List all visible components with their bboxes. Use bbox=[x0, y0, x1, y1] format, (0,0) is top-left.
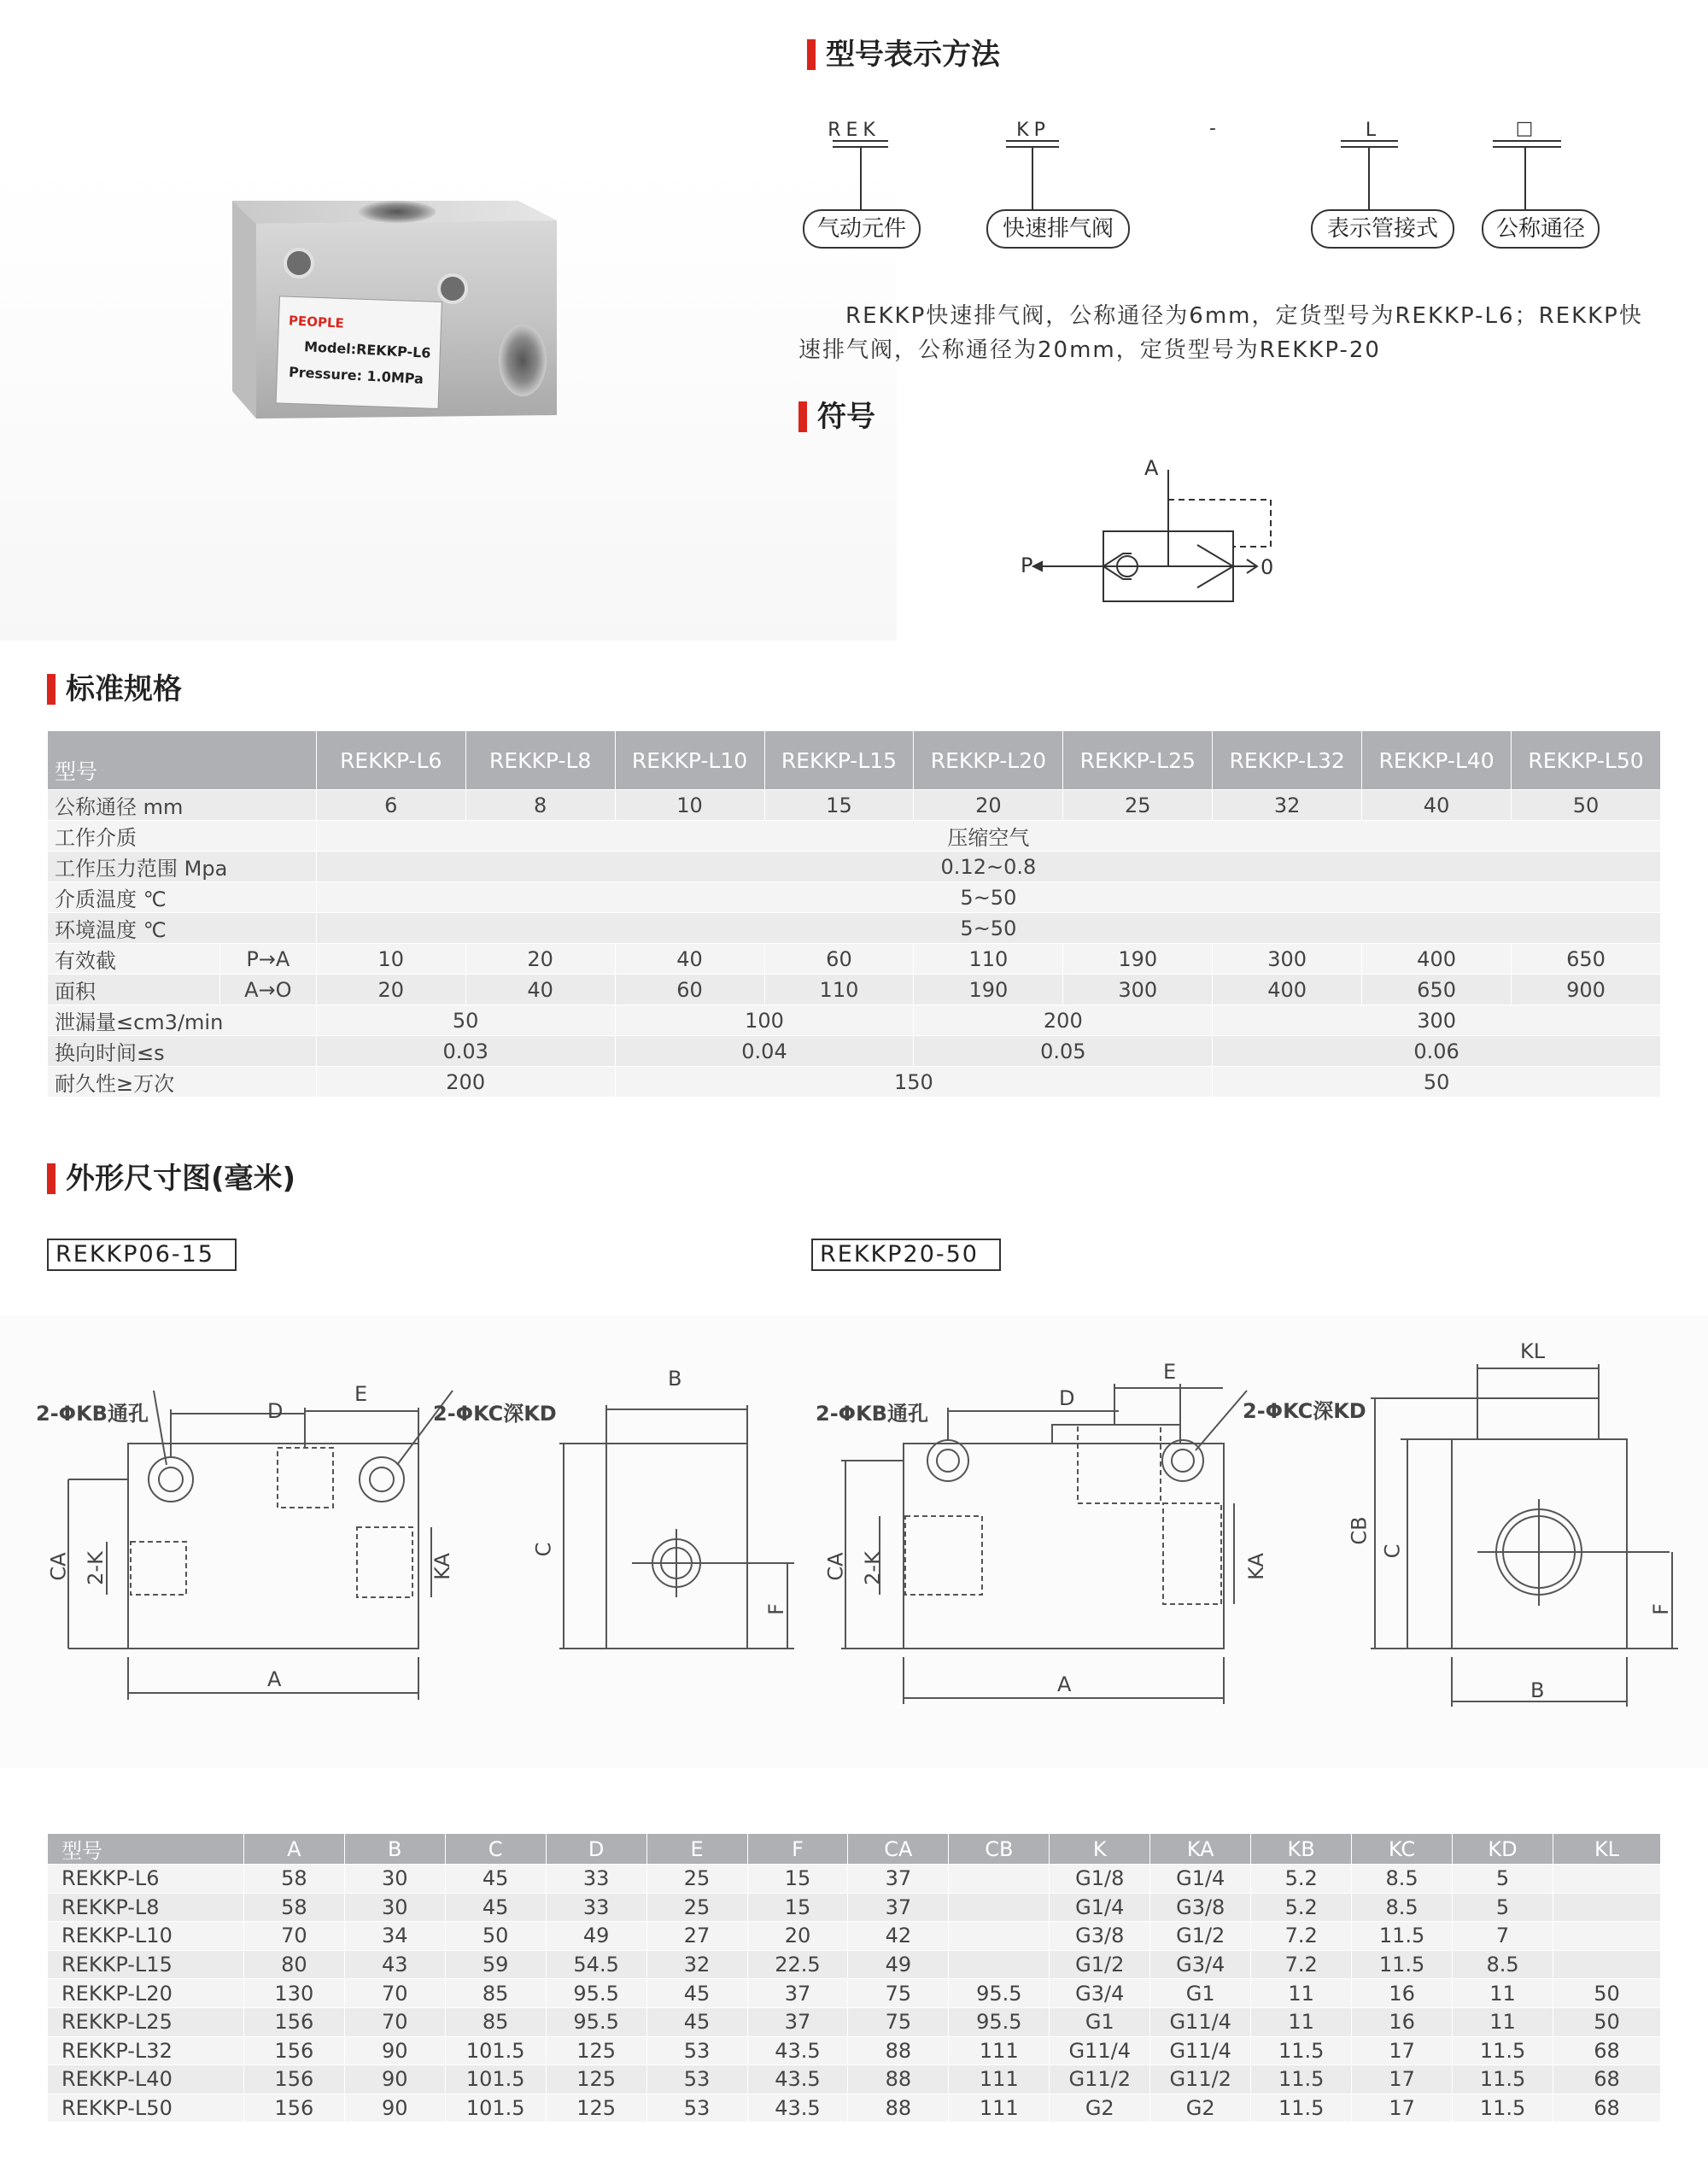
dimension-value-cell: 11.5 bbox=[1453, 2036, 1553, 2065]
dimension-value-cell: G2 bbox=[1050, 2094, 1150, 2123]
spec-cell: 110 bbox=[764, 975, 914, 1005]
dimension-value-cell: 25 bbox=[646, 1893, 747, 1922]
spec-cell: 300 bbox=[1213, 1005, 1661, 1036]
spec-row-label: 环境温度 ℃ bbox=[48, 913, 317, 944]
spec-cell: 60 bbox=[615, 975, 764, 1005]
dimension-value-cell: 16 bbox=[1352, 2007, 1453, 2036]
photo-pressure-text: Pressure: 1.0MPa bbox=[288, 363, 424, 388]
dimension-value-cell: 8.5 bbox=[1453, 1950, 1553, 1979]
dwg-right-k: 2-K bbox=[860, 1551, 885, 1585]
spec-cell: 60 bbox=[764, 944, 914, 975]
dimension-value-cell: G2 bbox=[1150, 2094, 1251, 2123]
spec-model-header: REKKP-L50 bbox=[1512, 731, 1661, 790]
dimension-value-cell: 156 bbox=[243, 2065, 344, 2094]
table-row bbox=[48, 2065, 1661, 2094]
dimension-value-cell: 85 bbox=[445, 1979, 546, 2008]
dimension-header-cell: A bbox=[243, 1834, 344, 1865]
dimension-value-cell: 49 bbox=[546, 1922, 646, 1951]
dimension-value-cell: 88 bbox=[848, 2094, 949, 2123]
spec-cell: 50 bbox=[316, 1005, 615, 1036]
dwg-left-kb-label: 2-ΦKB通孔 bbox=[36, 1402, 149, 1426]
code-dash: - bbox=[1209, 118, 1216, 139]
spec-model-header: REKKP-L40 bbox=[1362, 731, 1512, 790]
spec-cell: 20 bbox=[465, 944, 615, 975]
dimension-value-cell bbox=[949, 1893, 1050, 1922]
dimension-value-cell: 156 bbox=[243, 2094, 344, 2123]
dimension-value-cell bbox=[1553, 1865, 1661, 1894]
dimension-value-cell: 11 bbox=[1251, 2007, 1352, 2036]
dimension-value-cell: 34 bbox=[344, 1922, 445, 1951]
dimension-value-cell: 11.5 bbox=[1251, 2065, 1352, 2094]
dimension-value-cell: 95.5 bbox=[949, 1979, 1050, 2008]
dimension-value-cell: 49 bbox=[848, 1950, 949, 1979]
model-description: REKKP快速排气阀，公称通径为6mm，定货型号为REKKP-L6；REKKP快速排气阀，公称通径为20mm，定货型号为REKKP-20 bbox=[798, 303, 1643, 363]
dimension-value-cell: 11 bbox=[1251, 1979, 1352, 2008]
dimension-value-cell: 5 bbox=[1453, 1893, 1553, 1922]
spec-row-medium-temp bbox=[48, 882, 1661, 913]
dimension-model-cell: REKKP-L40 bbox=[48, 2065, 244, 2094]
dimension-value-cell: G1/8 bbox=[1050, 1865, 1150, 1894]
dimension-value-cell: G3/4 bbox=[1050, 1979, 1150, 2008]
dimension-value-cell: 68 bbox=[1553, 2036, 1661, 2065]
dwg-left-d: D bbox=[267, 1399, 284, 1423]
spec-header-row bbox=[48, 731, 1661, 790]
dimension-value-cell: 25 bbox=[646, 1865, 747, 1894]
spec-cell: 0.12~0.8 bbox=[316, 852, 1660, 882]
spec-row-label: 公称通径 mm bbox=[48, 790, 317, 821]
dwg-left-ca: CA bbox=[46, 1552, 71, 1581]
dimension-value-cell: 15 bbox=[747, 1865, 848, 1894]
dimension-value-cell: 17 bbox=[1352, 2065, 1453, 2094]
dimension-value-cell: 45 bbox=[445, 1893, 546, 1922]
dimension-header-cell: KC bbox=[1352, 1834, 1453, 1865]
dimension-header-row bbox=[48, 1834, 1661, 1865]
spec-row-label: 面积 bbox=[48, 975, 220, 1005]
spec-cell: 5~50 bbox=[316, 882, 1660, 913]
meaning-nominal-bore: 公称通径 bbox=[1482, 209, 1600, 249]
meaning-tube-connection: 表示管接式 bbox=[1311, 209, 1454, 249]
spec-section-title: 标准规格 bbox=[47, 671, 182, 708]
dwg-left-k: 2-K bbox=[83, 1551, 108, 1585]
spec-row-durability bbox=[48, 1067, 1661, 1098]
dimension-value-cell: 90 bbox=[344, 2036, 445, 2065]
photo-brand-text: PEOPLE bbox=[288, 313, 345, 331]
dimension-value-cell: 95.5 bbox=[546, 2007, 646, 2036]
dwg-left-ka: KA bbox=[430, 1553, 454, 1580]
spec-row-area-pa bbox=[48, 944, 1661, 975]
spec-model-header: REKKP-L8 bbox=[465, 731, 615, 790]
dimension-value-cell: 8.5 bbox=[1352, 1865, 1453, 1894]
dimension-value-cell: 101.5 bbox=[445, 2036, 546, 2065]
dimension-value-cell: 43.5 bbox=[747, 2036, 848, 2065]
dimension-header-cell: KB bbox=[1251, 1834, 1352, 1865]
code-l: L bbox=[1365, 120, 1377, 141]
dimension-value-cell: 101.5 bbox=[445, 2065, 546, 2094]
dimension-value-cell: G1/4 bbox=[1150, 1865, 1251, 1894]
dimension-table-body bbox=[48, 1865, 1661, 2123]
dimension-value-cell: 43 bbox=[344, 1950, 445, 1979]
dimension-value-cell: 37 bbox=[848, 1893, 949, 1922]
dimension-model-cell: REKKP-L25 bbox=[48, 2007, 244, 2036]
code-kp: KP bbox=[1016, 120, 1050, 141]
dimension-value-cell: 30 bbox=[344, 1865, 445, 1894]
dimension-value-cell: G1/2 bbox=[1050, 1950, 1150, 1979]
spec-cell: 200 bbox=[914, 1005, 1213, 1036]
dimension-value-cell: 95.5 bbox=[949, 2007, 1050, 2036]
dimension-value-cell: 70 bbox=[344, 2007, 445, 2036]
spec-cell: 20 bbox=[316, 975, 465, 1005]
dimension-value-cell: G1 bbox=[1050, 2007, 1150, 2036]
dimension-value-cell: G11/4 bbox=[1050, 2036, 1150, 2065]
dimension-value-cell: 43.5 bbox=[747, 2065, 848, 2094]
dimension-value-cell: 45 bbox=[646, 1979, 747, 2008]
spec-cell: 110 bbox=[914, 944, 1063, 975]
dimension-value-cell: 33 bbox=[546, 1893, 646, 1922]
dimension-header-cell: E bbox=[646, 1834, 747, 1865]
dimension-value-cell: 68 bbox=[1553, 2065, 1661, 2094]
dwg-right-ka: KA bbox=[1243, 1553, 1268, 1580]
spec-cell: 10 bbox=[316, 944, 465, 975]
spec-model-header: REKKP-L10 bbox=[615, 731, 764, 790]
dimension-value-cell: 156 bbox=[243, 2036, 344, 2065]
dwg-right-f: F bbox=[1648, 1603, 1673, 1615]
spec-cell: 0.05 bbox=[914, 1036, 1213, 1067]
dimension-value-cell: 101.5 bbox=[445, 2094, 546, 2123]
dimension-model-cell: REKKP-L15 bbox=[48, 1950, 244, 1979]
spec-row-label: 工作压力范围 Mpa bbox=[48, 852, 317, 882]
dimension-header-cell: CB bbox=[949, 1834, 1050, 1865]
dimension-model-cell: REKKP-L20 bbox=[48, 1979, 244, 2008]
spec-cell: 50 bbox=[1512, 790, 1661, 821]
dimension-value-cell: 43.5 bbox=[747, 2094, 848, 2123]
dimension-value-cell: 37 bbox=[848, 1865, 949, 1894]
spec-cell: 900 bbox=[1512, 975, 1661, 1005]
dimension-value-cell: G1/4 bbox=[1050, 1893, 1150, 1922]
table-row bbox=[48, 1950, 1661, 1979]
spec-cell: 5~50 bbox=[316, 913, 1660, 944]
dwg-right-d: D bbox=[1059, 1386, 1075, 1410]
dimension-value-cell bbox=[1553, 1893, 1661, 1922]
dimension-value-cell: 54.5 bbox=[546, 1950, 646, 1979]
dimension-header-cell: KA bbox=[1150, 1834, 1251, 1865]
spec-row-label: 有效截 bbox=[48, 944, 220, 975]
dimension-value-cell: 20 bbox=[747, 1922, 848, 1951]
dimension-value-cell: 32 bbox=[646, 1950, 747, 1979]
dimension-value-cell: 11.5 bbox=[1251, 2094, 1352, 2123]
dimension-value-cell: 58 bbox=[243, 1865, 344, 1894]
dwg-left-f: F bbox=[763, 1603, 788, 1615]
spec-row-leak bbox=[48, 1005, 1661, 1036]
dimension-value-cell: G11/2 bbox=[1150, 2065, 1251, 2094]
dwg-left-b: B bbox=[668, 1367, 682, 1391]
dimension-value-cell: 16 bbox=[1352, 1979, 1453, 2008]
spec-cell: 0.06 bbox=[1213, 1036, 1661, 1067]
dimension-value-cell bbox=[949, 1865, 1050, 1894]
spec-cell: 25 bbox=[1063, 790, 1213, 821]
dwg-right-c: C bbox=[1380, 1543, 1405, 1559]
spec-row-label: 泄漏量≤cm3/min bbox=[48, 1005, 317, 1036]
dimension-value-cell: 111 bbox=[949, 2036, 1050, 2065]
dimension-value-cell: 5.2 bbox=[1251, 1865, 1352, 1894]
dwg-right-ca: CA bbox=[823, 1552, 848, 1581]
symbol-port-o: 0 bbox=[1261, 555, 1274, 579]
dimension-value-cell: G11/2 bbox=[1050, 2065, 1150, 2094]
dwg-right-kb-label: 2-ΦKB通孔 bbox=[816, 1402, 928, 1426]
table-row bbox=[48, 1922, 1661, 1951]
dimension-value-cell: 50 bbox=[1553, 2007, 1661, 2036]
dimension-value-cell: G3/4 bbox=[1150, 1950, 1251, 1979]
spec-model-header: REKKP-L15 bbox=[764, 731, 914, 790]
dimension-value-cell: G1/2 bbox=[1150, 1922, 1251, 1951]
dimension-value-cell: 11.5 bbox=[1352, 1950, 1453, 1979]
dimension-header-cell: B bbox=[344, 1834, 445, 1865]
spec-cell: 400 bbox=[1362, 944, 1512, 975]
dimension-value-cell: 156 bbox=[243, 2007, 344, 2036]
drawing-left-label: REKKP06-15 bbox=[47, 1239, 237, 1271]
dimension-header-cell: D bbox=[546, 1834, 646, 1865]
dwg-left-e: E bbox=[354, 1382, 368, 1406]
dimension-value-cell: 11.5 bbox=[1352, 1922, 1453, 1951]
dimension-value-cell: 53 bbox=[646, 2036, 747, 2065]
dimension-value-cell: 75 bbox=[848, 1979, 949, 2008]
spec-table bbox=[47, 730, 1661, 1098]
dimension-value-cell: 50 bbox=[445, 1922, 546, 1951]
spec-cell: 0.03 bbox=[316, 1036, 615, 1067]
model-section-title: 型号表示方法 bbox=[807, 36, 1000, 73]
dimension-value-cell: 58 bbox=[243, 1893, 344, 1922]
spec-cell: 400 bbox=[1213, 975, 1362, 1005]
dimension-value-cell: 11.5 bbox=[1453, 2065, 1553, 2094]
spec-cell: 压缩空气 bbox=[316, 821, 1660, 852]
dimension-value-cell: 45 bbox=[646, 2007, 747, 2036]
spec-cell: 650 bbox=[1362, 975, 1512, 1005]
dwg-left-c: C bbox=[531, 1542, 556, 1557]
table-row bbox=[48, 2007, 1661, 2036]
dimension-value-cell: 75 bbox=[848, 2007, 949, 2036]
spec-cell: 40 bbox=[615, 944, 764, 975]
spec-cell: 50 bbox=[1213, 1067, 1661, 1098]
dimension-header-cell: F bbox=[747, 1834, 848, 1865]
spec-row-label: 耐久性≥万次 bbox=[48, 1067, 317, 1098]
dimension-value-cell: G1 bbox=[1150, 1979, 1251, 2008]
meaning-pneumatic-element: 气动元件 bbox=[803, 209, 921, 249]
dimension-value-cell: 7.2 bbox=[1251, 1950, 1352, 1979]
table-row bbox=[48, 1893, 1661, 1922]
meaning-quick-exhaust-valve: 快速排气阀 bbox=[986, 209, 1130, 249]
dimension-header-cell: KD bbox=[1453, 1834, 1553, 1865]
code-rek: REK bbox=[828, 120, 880, 141]
dimension-model-cell: REKKP-L10 bbox=[48, 1922, 244, 1951]
spec-cell: 190 bbox=[1063, 944, 1213, 975]
dimension-model-cell: REKKP-L32 bbox=[48, 2036, 244, 2065]
spec-cell: 200 bbox=[316, 1067, 615, 1098]
spec-header-label: 型号 bbox=[48, 731, 317, 790]
dimension-value-cell: 15 bbox=[747, 1893, 848, 1922]
spec-cell: 40 bbox=[1362, 790, 1512, 821]
spec-cell: 0.04 bbox=[615, 1036, 914, 1067]
spec-row-switch bbox=[48, 1036, 1661, 1067]
dimension-value-cell bbox=[949, 1922, 1050, 1951]
dimension-header-cell: KL bbox=[1553, 1834, 1661, 1865]
dimension-value-cell: 37 bbox=[747, 1979, 848, 2008]
dimension-value-cell: 88 bbox=[848, 2065, 949, 2094]
spec-cell: 40 bbox=[465, 975, 615, 1005]
dimension-value-cell bbox=[949, 1950, 1050, 1979]
spec-cell: 300 bbox=[1213, 944, 1362, 975]
dimension-value-cell: 125 bbox=[546, 2065, 646, 2094]
dimension-value-cell: G3/8 bbox=[1050, 1922, 1150, 1951]
dimension-value-cell: 5.2 bbox=[1251, 1893, 1352, 1922]
spec-model-header: REKKP-L32 bbox=[1213, 731, 1362, 790]
dimension-value-cell: 90 bbox=[344, 2094, 445, 2123]
photo-model-text: Model:REKKP-L6 bbox=[303, 338, 431, 361]
spec-cell: 150 bbox=[615, 1067, 1213, 1098]
spec-cell: 100 bbox=[615, 1005, 914, 1036]
table-row bbox=[48, 2094, 1661, 2123]
dimension-value-cell: 88 bbox=[848, 2036, 949, 2065]
dimension-value-cell: 22.5 bbox=[747, 1950, 848, 1979]
dimension-value-cell: 8.5 bbox=[1352, 1893, 1453, 1922]
spec-cell: 15 bbox=[764, 790, 914, 821]
dimension-value-cell bbox=[1553, 1922, 1661, 1951]
dimension-value-cell: G11/4 bbox=[1150, 2007, 1251, 2036]
spec-cell: 300 bbox=[1063, 975, 1213, 1005]
dimension-value-cell: 7 bbox=[1453, 1922, 1553, 1951]
spec-cell: 10 bbox=[615, 790, 764, 821]
dimension-value-cell: 111 bbox=[949, 2065, 1050, 2094]
spec-row-env-temp bbox=[48, 913, 1661, 944]
dimension-value-cell: 42 bbox=[848, 1922, 949, 1951]
dwg-right-kc-label: 2-ΦKC深KD bbox=[1243, 1399, 1366, 1423]
dimension-value-cell: 125 bbox=[546, 2094, 646, 2123]
symbol-section-title: 符号 bbox=[798, 398, 875, 436]
dwg-right-cb: CB bbox=[1347, 1516, 1372, 1545]
dimension-value-cell: 125 bbox=[546, 2036, 646, 2065]
spec-row-label: 换向时间≤s bbox=[48, 1036, 317, 1067]
dimension-header-cell: K bbox=[1050, 1834, 1150, 1865]
code-bore: □ bbox=[1515, 118, 1534, 139]
dimension-value-cell: 70 bbox=[243, 1922, 344, 1951]
spec-row-pressure bbox=[48, 852, 1661, 882]
dimension-value-cell: G11/4 bbox=[1150, 2036, 1251, 2065]
table-row bbox=[48, 1865, 1661, 1894]
dimension-value-cell: 33 bbox=[546, 1865, 646, 1894]
dimension-value-cell: 70 bbox=[344, 1979, 445, 2008]
table-row bbox=[48, 1979, 1661, 2008]
dimension-value-cell: 27 bbox=[646, 1922, 747, 1951]
dimension-value-cell: 11 bbox=[1453, 1979, 1553, 2008]
spec-model-header: REKKP-L25 bbox=[1063, 731, 1213, 790]
dimension-value-cell: 11.5 bbox=[1453, 2094, 1553, 2123]
dimension-drawing-lines bbox=[0, 1315, 1708, 1768]
dimension-value-cell: 53 bbox=[646, 2094, 747, 2123]
drawing-right-label: REKKP20-50 bbox=[811, 1239, 1001, 1271]
dimension-value-cell: 50 bbox=[1553, 1979, 1661, 2008]
dimension-value-cell: 45 bbox=[445, 1865, 546, 1894]
dimension-value-cell: 11.5 bbox=[1251, 2036, 1352, 2065]
spec-row-label: 介质温度 ℃ bbox=[48, 882, 317, 913]
spec-row-medium bbox=[48, 821, 1661, 852]
dimension-value-cell: 90 bbox=[344, 2065, 445, 2094]
table-row bbox=[48, 2036, 1661, 2065]
product-photo bbox=[0, 162, 897, 641]
dimension-value-cell: 130 bbox=[243, 1979, 344, 2008]
dimension-value-cell: 5 bbox=[1453, 1865, 1553, 1894]
dimension-value-cell: 85 bbox=[445, 2007, 546, 2036]
dimension-header-cell: C bbox=[445, 1834, 546, 1865]
dimension-header-cell: CA bbox=[848, 1834, 949, 1865]
dimension-value-cell: 17 bbox=[1352, 2094, 1453, 2123]
dimension-value-cell: G3/8 bbox=[1150, 1893, 1251, 1922]
valve-photo-drawing bbox=[0, 162, 897, 641]
dimension-value-cell: 95.5 bbox=[546, 1979, 646, 2008]
dimension-value-cell: 37 bbox=[747, 2007, 848, 2036]
symbol-port-a: A bbox=[1144, 456, 1159, 480]
dimension-model-cell: REKKP-L6 bbox=[48, 1865, 244, 1894]
dimension-value-cell: 59 bbox=[445, 1950, 546, 1979]
spec-cell: 32 bbox=[1213, 790, 1362, 821]
dimension-value-cell: 17 bbox=[1352, 2036, 1453, 2065]
dwg-left-a: A bbox=[267, 1667, 282, 1691]
spec-row-bore bbox=[48, 790, 1661, 821]
dimension-drawings bbox=[0, 1315, 1708, 1768]
spec-row-sublabel: P→A bbox=[219, 944, 316, 975]
dimension-model-cell: REKKP-L8 bbox=[48, 1893, 244, 1922]
dimension-value-cell: 7.2 bbox=[1251, 1922, 1352, 1951]
dimension-value-cell: 30 bbox=[344, 1893, 445, 1922]
dwg-right-b: B bbox=[1530, 1678, 1545, 1702]
dwg-right-a: A bbox=[1057, 1672, 1072, 1696]
dimension-value-cell: 68 bbox=[1553, 2094, 1661, 2123]
dimension-section-title: 外形尺寸图(毫米) bbox=[47, 1160, 295, 1198]
dwg-right-e: E bbox=[1163, 1360, 1177, 1384]
dimension-header-label: 型号 bbox=[48, 1834, 244, 1865]
spec-cell: 650 bbox=[1512, 944, 1661, 975]
spec-cell: 20 bbox=[914, 790, 1063, 821]
spec-row-area-ao bbox=[48, 975, 1661, 1005]
spec-model-header: REKKP-L20 bbox=[914, 731, 1063, 790]
dimension-value-cell bbox=[1553, 1950, 1661, 1979]
spec-cell: 6 bbox=[316, 790, 465, 821]
dimension-table bbox=[47, 1833, 1661, 2123]
dimension-value-cell: 111 bbox=[949, 2094, 1050, 2123]
dimension-value-cell: 80 bbox=[243, 1950, 344, 1979]
dimension-model-cell: REKKP-L50 bbox=[48, 2094, 244, 2123]
spec-cell: 190 bbox=[914, 975, 1063, 1005]
spec-model-header: REKKP-L6 bbox=[316, 731, 465, 790]
spec-cell: 8 bbox=[465, 790, 615, 821]
symbol-port-p: P bbox=[1021, 553, 1033, 577]
dimension-value-cell: 11 bbox=[1453, 2007, 1553, 2036]
spec-row-label: 工作介质 bbox=[48, 821, 317, 852]
dimension-value-cell: 53 bbox=[646, 2065, 747, 2094]
spec-row-sublabel: A→O bbox=[219, 975, 316, 1005]
dwg-left-kc-label: 2-ΦKC深KD bbox=[433, 1402, 557, 1426]
dwg-right-kl: KL bbox=[1520, 1339, 1546, 1363]
